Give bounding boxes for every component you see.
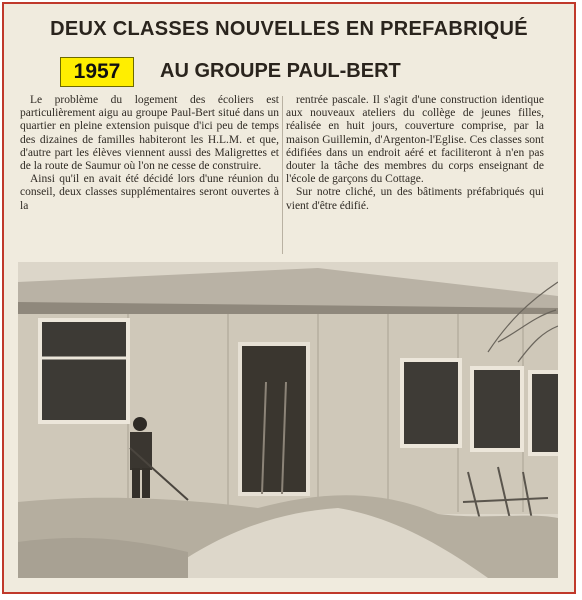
- headline-line-2: AU GROUPE PAUL-BERT: [160, 60, 401, 82]
- column-divider: [282, 96, 283, 254]
- article-column-left: [20, 94, 279, 213]
- article-paragraph: Sur notre cliché, un des bâtiments préfabriqués qui vient d'être édifié.: [286, 186, 544, 212]
- article-paragraph: rentrée pascale. Il s'agit d'une construction identique aux nouveaux ateliers du collège de jeunes filles, réalisée en huit jours, couverture comprise, par la maison Guillemin, d'Argenton-l'Eglise. Ces classes sont édifiées dans un endroit aéré et faciliteront à n'en pas douter la tâche des membres du corps enseignant de l'école de garçons du Cottage.: [286, 94, 544, 186]
- article-column-right: [286, 94, 544, 213]
- headline-line-1: DEUX CLASSES NOUVELLES EN PREFABRIQUÉ: [50, 18, 528, 40]
- news-photo-prefab-classroom: [18, 262, 558, 578]
- article-paragraph: Le problème du logement des écoliers est particulièrement aigu au groupe Paul-Bert situé dans un quartier en pleine extension puisque d'ici peu de temps des dizaines de familles habiteront les H.L.M. et que, d'autre part les élèves viennent aussi des Maligrettes et de la route de Saumur où l'on ne cesse de construire.: [20, 94, 279, 173]
- article-paragraph: Ainsi qu'il en avait été décidé lors d'une réunion du conseil, deux classes supplémentaires seront ouvertes à la: [20, 173, 279, 212]
- year-badge: 1957: [60, 57, 134, 87]
